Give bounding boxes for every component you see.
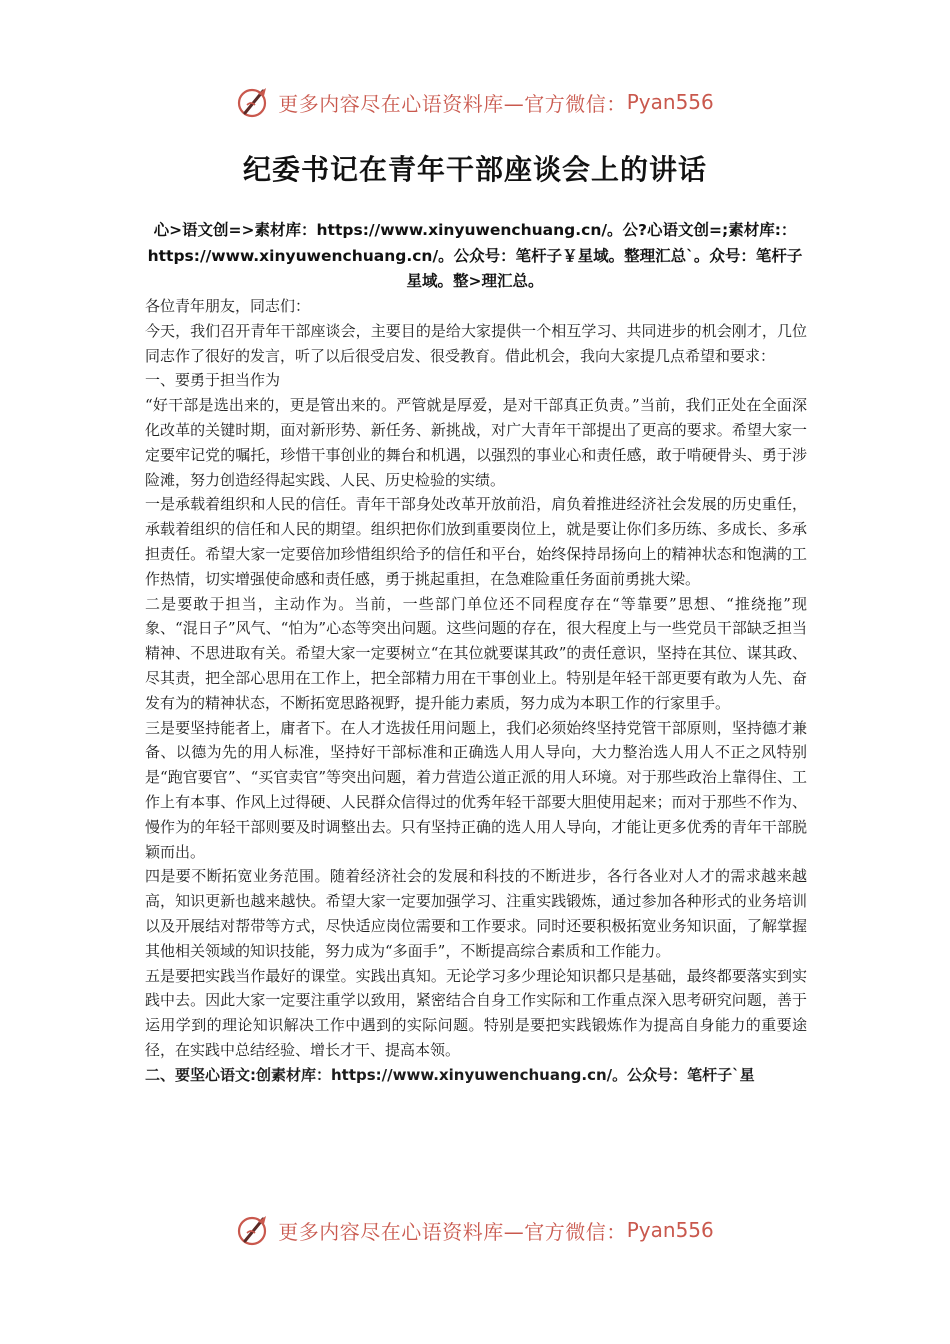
paragraph: 一是承载着组织和人民的信任。青年干部身处改革开放前沿，肩负着推进经济社会发展的历史重任，承载着组织的信任和人民的期望。组织把你们放到重要岗位上，就是要让你们多历练、多成长、多承担责任。希望大家一定要倍加珍惜组织给予的信任和平台，始终保持昂扬向上的精神状态和饱满的工作热情，切实增强使命感和责任感，勇于挑起重担，在急难险重任务面前勇挑大梁。 bbox=[145, 495, 807, 588]
paragraph: 四是要不断拓宽业务范围。随着经济社会的发展和科技的不断进步，各行各业对人才的需求越来越高，知识更新也越来越快。希望大家一定要加强学习、注重实践锻炼，通过参加各种形式的业务培训以及开展结对帮带等方式，尽快适应岗位需要和工作要求。同时还要积极拓宽业务知识面，了解掌握其他相关领域的知识技能，努力成为“多面手”，不断提高综合素质和工作能力。 bbox=[145, 867, 807, 960]
banner-wechat-id: Pyan556 bbox=[626, 1218, 714, 1242]
fountain-pen-logo-icon bbox=[236, 84, 272, 120]
document-body bbox=[145, 294, 807, 1088]
paragraph: “好干部是选出来的，更是管出来的。严管就是厚爱，是对干部真正负责。”当前，我们正处在全面深化改革的关键时期，面对新形势、新任务、新挑战，对广大青年干部提出了更高的要求。希望大家一定要牢记党的嘱托，珍惜干事创业的舞台和机遇，以强烈的事业心和责任感，敢于啃硬骨头、勇于涉险滩，努力创造经得起实践、人民、历史检验的实绩。 bbox=[145, 396, 807, 489]
document-title: 纪委书记在青年干部座谈会上的讲话 bbox=[242, 153, 707, 186]
header-watermark-banner bbox=[0, 82, 950, 122]
intro-source-note: 心>语文创=>素材库：https://www.xinyuwenchuang.cn/。公?心语文创=;素材库:：https://www.xinyuwenchuang.cn/。公众号：笔杆子￥星域。整理汇总`。众号：笔杆子星域。整>理汇总。 bbox=[147, 221, 803, 290]
banner-text: 更多内容尽在心语资料库—官方微信： bbox=[278, 1219, 627, 1244]
footer-watermark-banner bbox=[0, 1210, 950, 1250]
paragraph: 三是要坚持能者上，庸者下。在人才选拔任用问题上，我们必须始终坚持党管干部原则，坚持德才兼备、以德为先的用人标准，坚持好干部标准和正确选人用人导向，大力整治选人用人不正之风特别是“跑官要官”、“买官卖官”等突出问题，着力营造公道正派的用人环境。对于那些政治上靠得住、工作上有本事、作风上过得硬、人民群众信得过的优秀年轻干部要大胆使用起来；而对于那些不作为、慢作为的年轻干部则要及时调整出去。只有坚持正确的选人用人导向，才能让更多优秀的青年干部脱颖而出。 bbox=[145, 718, 807, 861]
paragraph: 二是要敢于担当，主动作为。当前，一些部门单位还不同程度存在“等靠要”思想、“推绕拖”现象、“混日子”风气、“怕为”心态等突出问题。这些问题的存在，很大程度上与一些党员干部缺乏担当精神、不思进取有关。希望大家一定要树立“在其位就要谋其政”的责任意识，坚持在其位、谋其政、尽其责，把全部心思用在工作上，把全部精力用在干事创业上。特别是年轻干部更要有敢为人先、奋发有为的精神状态，不断拓宽思路视野，提升能力素质，努力成为本职工作的行家里手。 bbox=[145, 594, 807, 712]
banner-wechat-id: Pyan556 bbox=[626, 90, 714, 114]
section-heading-1: 一、要勇于担当作为 bbox=[145, 371, 281, 390]
paragraph-opening: 今天，我们召开青年干部座谈会，主要目的是给大家提供一个相互学习、共同进步的机会刚才，几位同志作了很好的发言，听了以后很受启发、很受教育。借此机会，我向大家提几点希望和要求： bbox=[145, 321, 807, 365]
section-heading-2: 二、要坚心语文:创素材库：https://www.xinyuwenchuang.cn/。公众号：笔杆子`星 bbox=[145, 1065, 755, 1084]
fountain-pen-logo-icon bbox=[236, 1212, 272, 1248]
banner-text: 更多内容尽在心语资料库—官方微信： bbox=[278, 91, 627, 116]
paragraph: 五是要把实践当作最好的课堂。实践出真知。无论学习多少理论知识都只是基础，最终都要落实到实践中去。因此大家一定要注重学以致用，紧密结合自身工作实际和工作重点深入思考研究问题，善于运用学到的理论知识解决工作中遇到的实际问题。特别是要把实践锻炼作为提高自身能力的重要途径，在实践中总结经验、增长才干、提高本领。 bbox=[145, 966, 807, 1059]
salutation: 各位青年朋友，同志们： bbox=[145, 297, 311, 315]
